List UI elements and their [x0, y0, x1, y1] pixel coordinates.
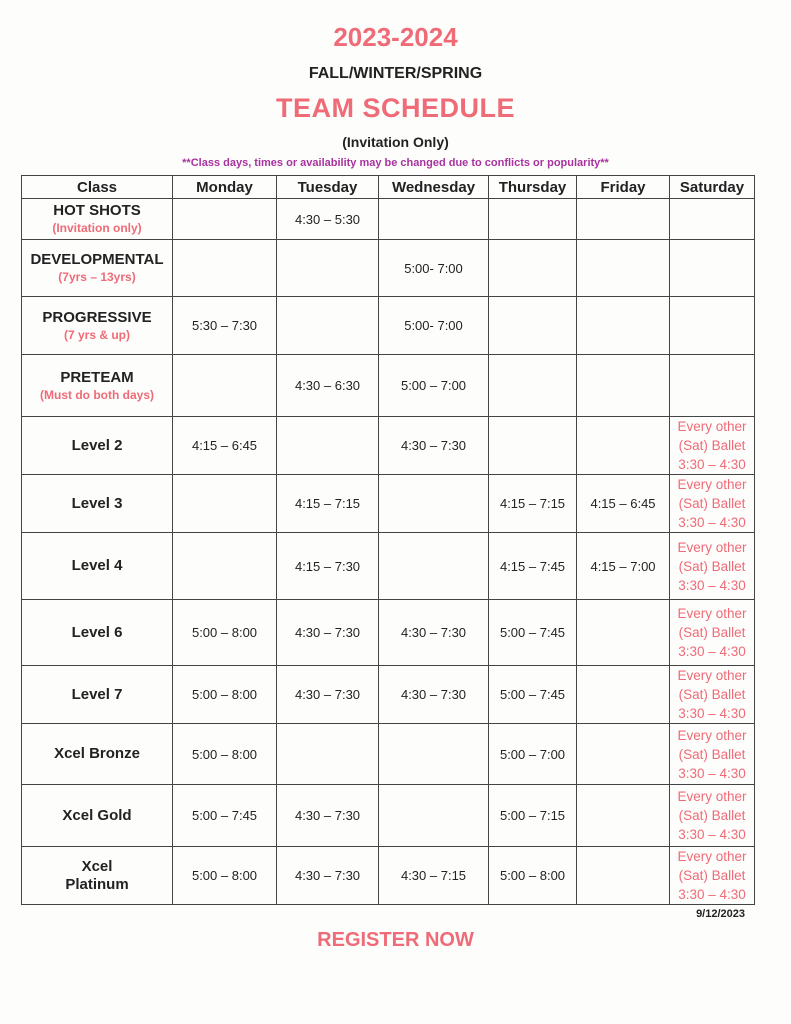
time-cell-thursday: 5:00 – 7:00: [489, 724, 577, 785]
col-header-tuesday: Tuesday: [277, 176, 379, 199]
col-header-monday: Monday: [173, 176, 277, 199]
ballet-line: (Sat) Ballet: [678, 438, 746, 453]
time-cell-wednesday: 4:30 – 7:30: [379, 600, 489, 666]
time-cell-tuesday: 4:30 – 6:30: [277, 355, 379, 417]
class-name-cell: [22, 533, 173, 600]
time-cell-monday: [173, 199, 277, 240]
class-name-line2: Platinum: [65, 875, 129, 893]
invitation-note: (Invitation Only): [342, 134, 449, 150]
time-cell-tuesday: [277, 240, 379, 297]
ballet-line: Every other: [677, 539, 747, 555]
time-cell-friday: [577, 417, 670, 475]
time-cell-thursday: 5:00 – 7:45: [489, 666, 577, 724]
ballet-line: Every other: [677, 789, 747, 804]
time-cell-saturday: [670, 240, 755, 297]
col-header-class: Class: [22, 176, 173, 199]
time-cell-saturday: [670, 785, 755, 847]
ballet-line: 3:30 – 4:30: [678, 515, 746, 530]
ballet-line: 3:30 – 4:30: [678, 827, 746, 842]
ballet-line: (Sat) Ballet: [678, 558, 746, 574]
class-name: Level 4: [71, 557, 123, 574]
table-row: [22, 533, 755, 600]
ballet-line: Every other: [677, 477, 747, 492]
time-cell-friday: [577, 297, 670, 355]
time-cell-monday: 4:15 – 6:45: [173, 417, 277, 475]
ballet-line: (Sat) Ballet: [678, 808, 746, 823]
class-name-cell: [22, 417, 173, 475]
class-name: Level 7: [71, 685, 123, 703]
time-cell-thursday: 4:15 – 7:45: [489, 533, 577, 600]
time-cell-monday: 5:00 – 7:45: [173, 785, 277, 847]
table-row: [22, 600, 755, 666]
ballet-line: 3:30 – 4:30: [678, 887, 746, 902]
class-name: HOT SHOTS: [53, 202, 141, 219]
time-cell-friday: [577, 199, 670, 240]
ballet-line: 3:30 – 4:30: [678, 644, 746, 659]
time-cell-tuesday: 4:15 – 7:30: [277, 533, 379, 600]
class-name-cell: [22, 240, 173, 297]
table-row: [22, 199, 755, 240]
time-cell-tuesday: 4:30 – 7:30: [277, 666, 379, 724]
page-title: TEAM SCHEDULE: [275, 93, 515, 123]
ballet-line: Every other: [677, 668, 747, 683]
time-cell-wednesday: 4:30 – 7:15: [379, 847, 489, 905]
time-cell-tuesday: 4:30 – 7:30: [277, 785, 379, 847]
season-label: FALL/WINTER/SPRING: [308, 65, 483, 82]
time-cell-thursday: 4:15 – 7:15: [489, 475, 577, 533]
table-row: [22, 847, 755, 905]
time-cell-thursday: 5:00 – 8:00: [489, 847, 577, 905]
ballet-line: (Sat) Ballet: [678, 687, 746, 702]
time-cell-friday: [577, 724, 670, 785]
time-cell-monday: 5:30 – 7:30: [173, 297, 277, 355]
time-cell-saturday: [670, 533, 755, 600]
class-name-cell: [22, 666, 173, 724]
time-cell-saturday: [670, 666, 755, 724]
class-name-cell: [22, 297, 173, 355]
class-name-cell: [22, 724, 173, 785]
time-cell-friday: [577, 785, 670, 847]
time-cell-tuesday: 4:15 – 7:15: [277, 475, 379, 533]
time-cell-wednesday: 5:00- 7:00: [379, 240, 489, 297]
time-cell-wednesday: [379, 533, 489, 600]
class-name: Level 2: [71, 436, 123, 454]
table-row: [22, 666, 755, 724]
table-row: [22, 240, 755, 297]
register-now-link[interactable]: REGISTER NOW: [317, 929, 474, 951]
class-name: Level 3: [71, 494, 123, 512]
time-cell-monday: [173, 475, 277, 533]
time-cell-wednesday: [379, 475, 489, 533]
ballet-line: Every other: [677, 606, 747, 621]
time-cell-thursday: [489, 417, 577, 475]
ballet-line: (Sat) Ballet: [678, 868, 746, 883]
time-cell-wednesday: [379, 199, 489, 240]
class-name-cell: [22, 199, 173, 240]
table-row: [22, 355, 755, 417]
class-name-cell: [22, 847, 173, 905]
class-name-cell: [22, 785, 173, 847]
ballet-line: (Sat) Ballet: [678, 746, 746, 762]
ballet-line: (Sat) Ballet: [678, 625, 746, 640]
time-cell-thursday: [489, 355, 577, 417]
class-name: PROGRESSIVE: [42, 308, 152, 326]
time-cell-friday: [577, 240, 670, 297]
time-cell-thursday: 5:00 – 7:15: [489, 785, 577, 847]
class-name: DEVELOPMENTAL: [30, 251, 164, 268]
time-cell-friday: 4:15 – 6:45: [577, 475, 670, 533]
change-notice: **Class days, times or availability may be changed due to conflicts or popularity**: [182, 157, 609, 169]
ballet-line: 3:30 – 4:30: [678, 577, 746, 593]
class-name-cell: [22, 600, 173, 666]
time-cell-saturday: [670, 199, 755, 240]
time-cell-friday: [577, 847, 670, 905]
time-cell-thursday: [489, 199, 577, 240]
class-name-cell: [22, 355, 173, 417]
time-cell-wednesday: 5:00- 7:00: [379, 297, 489, 355]
time-cell-thursday: [489, 297, 577, 355]
class-name: Level 6: [71, 623, 123, 641]
table-row: [22, 475, 755, 533]
time-cell-friday: [577, 666, 670, 724]
time-cell-saturday: [670, 355, 755, 417]
time-cell-monday: [173, 533, 277, 600]
time-cell-tuesday: 4:30 – 5:30: [277, 199, 379, 240]
time-cell-tuesday: 4:30 – 7:30: [277, 600, 379, 666]
class-note: (Invitation only): [52, 221, 142, 235]
col-header-friday: Friday: [577, 176, 670, 199]
time-cell-wednesday: [379, 785, 489, 847]
time-cell-friday: 4:15 – 7:00: [577, 533, 670, 600]
schedule-year: 2023-2024: [333, 22, 458, 52]
ballet-line: 3:30 – 4:30: [678, 706, 746, 721]
time-cell-wednesday: [379, 724, 489, 785]
class-name: Xcel: [81, 857, 113, 875]
ballet-line: 3:30 – 4:30: [678, 765, 746, 781]
schedule-table: [21, 175, 755, 905]
time-cell-saturday: [670, 297, 755, 355]
time-cell-monday: [173, 240, 277, 297]
ballet-line: Every other: [677, 419, 747, 434]
time-cell-monday: 5:00 – 8:00: [173, 724, 277, 785]
time-cell-thursday: 5:00 – 7:45: [489, 600, 577, 666]
time-cell-tuesday: [277, 297, 379, 355]
time-cell-thursday: [489, 240, 577, 297]
time-cell-wednesday: 4:30 – 7:30: [379, 666, 489, 724]
table-row: [22, 417, 755, 475]
table-row: [22, 785, 755, 847]
class-name: PRETEAM: [60, 368, 134, 386]
revision-date: 9/12/2023: [696, 908, 745, 920]
ballet-line: Every other: [677, 849, 747, 864]
class-name: Xcel Gold: [62, 806, 132, 824]
time-cell-monday: 5:00 – 8:00: [173, 847, 277, 905]
time-cell-monday: 5:00 – 8:00: [173, 600, 277, 666]
class-note: (7 yrs & up): [63, 327, 130, 342]
time-cell-tuesday: [277, 724, 379, 785]
time-cell-tuesday: [277, 417, 379, 475]
ballet-line: 3:30 – 4:30: [678, 457, 746, 472]
class-name: Xcel Bronze: [54, 745, 140, 762]
time-cell-friday: [577, 600, 670, 666]
time-cell-saturday: [670, 724, 755, 785]
col-header-thursday: Thursday: [489, 176, 577, 199]
time-cell-tuesday: 4:30 – 7:30: [277, 847, 379, 905]
time-cell-friday: [577, 355, 670, 417]
class-note: (7yrs – 13yrs): [58, 270, 136, 284]
header-row: [22, 176, 755, 199]
time-cell-saturday: [670, 847, 755, 905]
time-cell-monday: 5:00 – 8:00: [173, 666, 277, 724]
class-note: (Must do both days): [40, 387, 154, 402]
time-cell-monday: [173, 355, 277, 417]
time-cell-saturday: [670, 600, 755, 666]
table-row: [22, 724, 755, 785]
col-header-saturday: Saturday: [670, 176, 755, 199]
time-cell-saturday: [670, 417, 755, 475]
class-name-cell: [22, 475, 173, 533]
time-cell-saturday: [670, 475, 755, 533]
time-cell-wednesday: 4:30 – 7:30: [379, 417, 489, 475]
time-cell-wednesday: 5:00 – 7:00: [379, 355, 489, 417]
ballet-line: Every other: [677, 727, 747, 743]
ballet-line: (Sat) Ballet: [678, 496, 746, 511]
col-header-wednesday: Wednesday: [379, 176, 489, 199]
table-row: [22, 297, 755, 355]
